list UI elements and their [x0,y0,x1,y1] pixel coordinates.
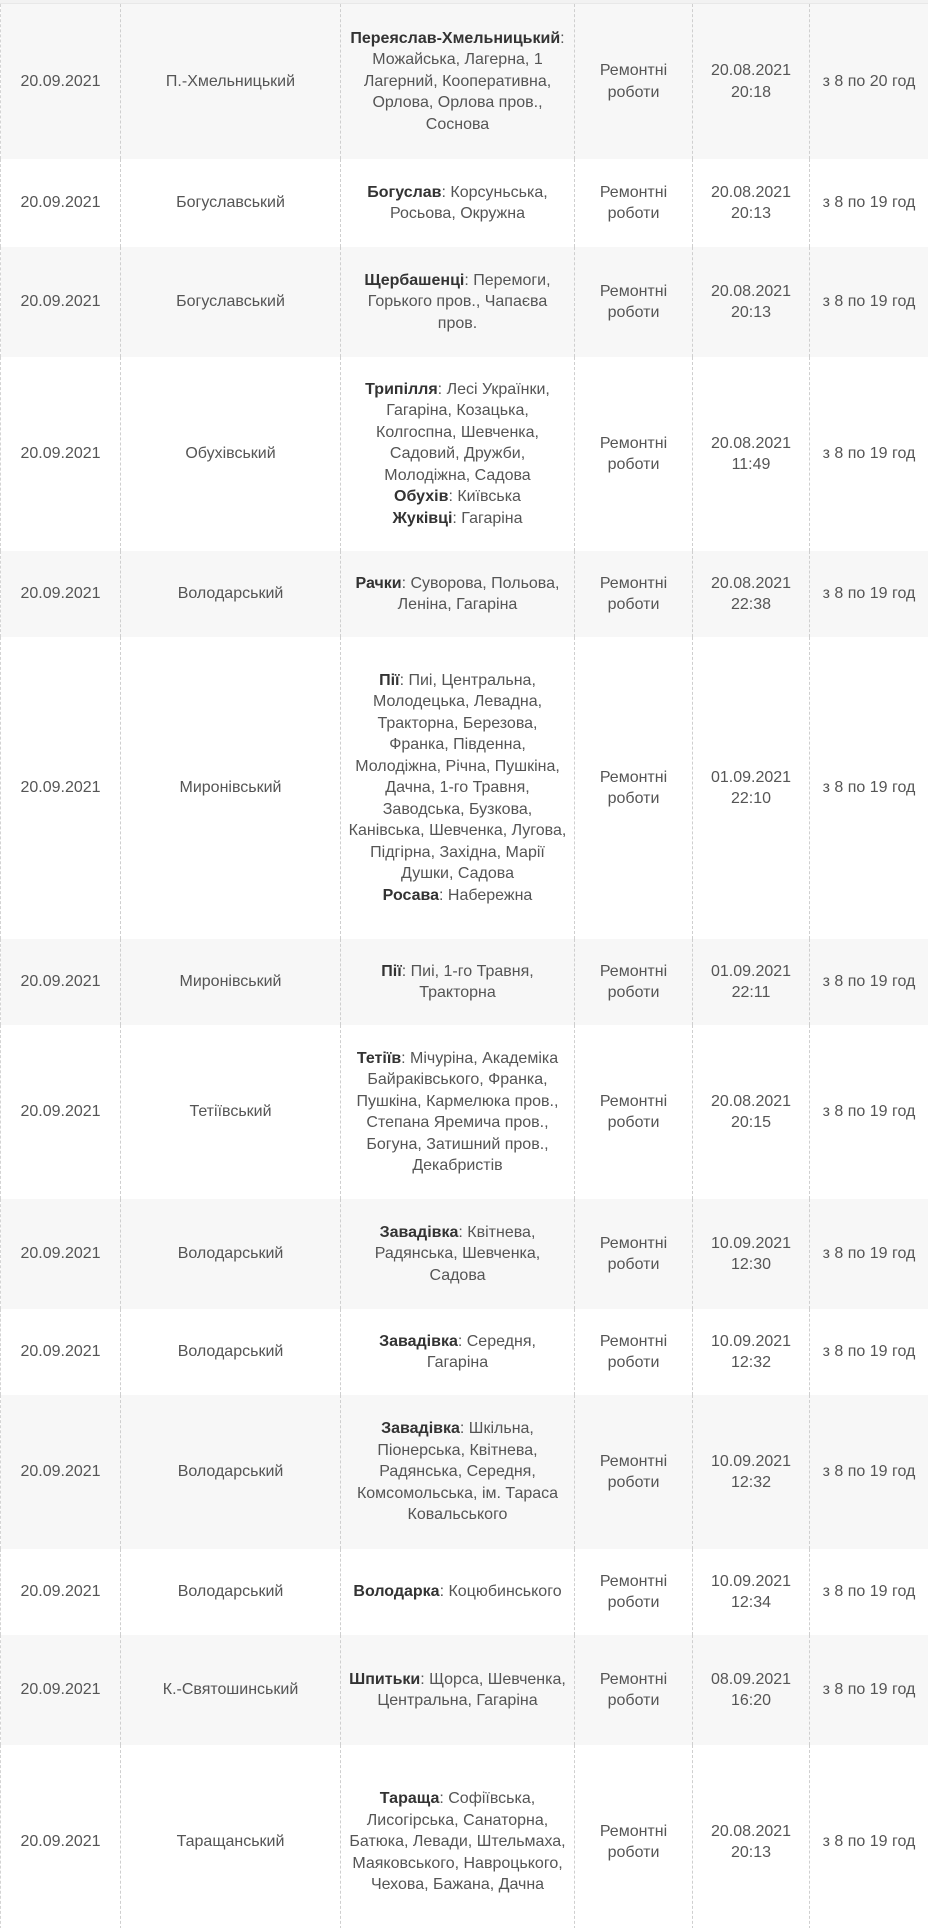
addresses-cell [341,637,575,939]
street-list: Набережна [447,886,533,904]
outage-hours-cell: з 8 по 19 год [810,357,928,551]
created-at-cell [693,247,810,357]
work-type-cell: Ремонтні роботи [575,1745,693,1928]
addresses-cell [341,4,575,159]
district-cell: Обухівський [121,357,341,551]
separator: : [464,271,474,289]
table-row [1,1745,928,1928]
outage-date-cell: 20.09.2021 [1,357,121,551]
street-list: Шкільна, Піонерська, Квітнева, Радянська, Середня, Комсомольська, ім. Тараса Ковальського [356,1420,559,1524]
separator: : [560,29,565,47]
table-row [1,357,928,551]
table-row [1,1025,928,1199]
work-type-cell: Ремонтні роботи [575,159,693,247]
work-type-cell: Ремонтні роботи [575,1395,693,1549]
addresses-cell [341,1199,575,1309]
outage-hours-cell: з 8 по 19 год [810,1745,928,1928]
work-type-cell: Ремонтні роботи [575,4,693,159]
separator: : [401,962,411,980]
district-cell: Володарський [121,1199,341,1309]
outage-date-cell: 20.09.2021 [1,1025,121,1199]
address-entry [347,670,568,885]
created-time: 20:13 [730,304,772,321]
address-entry [347,270,568,335]
address-entry [347,486,568,508]
outage-hours-cell: з 8 по 19 год [810,247,928,357]
street-list: Перемоги, Горького пров., Чапаєва пров. [367,271,551,332]
outage-date-cell: 20.09.2021 [1,551,121,637]
street-list: Корсуньська, Росьова, Окружна [390,183,548,222]
addresses-cell [341,1745,575,1928]
street-list: Суворова, Польова, Леніна, Гагаріна [397,574,560,613]
settlement-name: Пії [379,671,400,689]
addresses-cell [341,1395,575,1549]
settlement-name: Шпитьки [349,1670,421,1688]
address-entry [347,1669,568,1712]
settlement-name: Пії [381,962,402,980]
table-row [1,159,928,247]
settlement-name: Тараща [379,1790,440,1808]
table-row [1,1309,928,1395]
table-row [1,4,928,159]
street-list: Пиі, 1-го Травня, Тракторна [410,962,534,1001]
address-entry [347,885,568,907]
settlement-name: Трипілля [365,380,438,398]
district-cell: Богуславський [121,247,341,357]
created-date: 20.08.2021 [710,574,792,592]
created-date: 10.09.2021 [710,1452,792,1470]
separator: : [399,671,409,689]
created-date: 01.09.2021 [710,768,792,786]
work-type-cell: Ремонтні роботи [575,357,693,551]
separator: : [401,574,411,592]
street-list: Мічуріна, Академіка Байраківського, Франка, Пушкіна, Кармелюка пров., Степана Яремича пров., Богуна, Затишний пров., Декабристів [356,1049,559,1174]
created-date: 20.08.2021 [710,434,792,452]
created-date: 10.09.2021 [710,1572,792,1590]
street-list: Лесі Українки, Гагаріна, Козацька, Колгоспна, Шевченка, Садовий, Дружби, Молодіжна, Садова [376,380,550,484]
settlement-name: Рачки [355,574,402,592]
outage-hours-cell: з 8 по 19 год [810,1025,928,1199]
settlement-name: Завадівка [379,1223,459,1241]
outage-date-cell: 20.09.2021 [1,1745,121,1928]
addresses-cell [341,159,575,247]
street-list: Квітнева, Радянська, Шевченка, Садова [374,1223,541,1284]
district-cell: Володарський [121,551,341,637]
address-entry [347,379,568,487]
separator: : [439,886,448,904]
work-type-cell: Ремонтні роботи [575,1025,693,1199]
separator: : [439,1790,449,1808]
addresses-cell [341,1635,575,1745]
street-list: Можайська, Лагерна, 1 Лагерний, Кооперативна, Орлова, Орлова пров., Соснова [363,51,552,133]
table-row [1,939,928,1025]
settlement-name: Переяслав-Хмельницький [350,29,561,47]
outage-date-cell: 20.09.2021 [1,939,121,1025]
created-time: 20:13 [730,205,772,222]
created-at-cell [693,637,810,939]
separator: : [448,488,458,506]
outage-hours-cell: з 8 по 19 год [810,1549,928,1635]
created-date: 08.09.2021 [710,1670,792,1688]
street-list: Щорса, Шевченка, Центральна, Гагаріна [377,1670,566,1709]
table-row [1,1549,928,1635]
outage-hours-cell: з 8 по 19 год [810,637,928,939]
address-entry [347,573,568,616]
addresses-cell [341,551,575,637]
settlement-name: Щербашенці [364,271,465,289]
district-cell: Миронівський [121,939,341,1025]
work-type-cell: Ремонтні роботи [575,247,693,357]
created-at-cell [693,4,810,159]
created-date: 01.09.2021 [710,962,792,980]
created-time: 16:20 [730,1692,772,1709]
settlement-name: Завадівка [381,1420,460,1438]
created-date: 20.08.2021 [710,282,792,300]
created-at-cell [693,159,810,247]
table-row [1,551,928,637]
settlement-name: Росава [382,886,440,904]
settlement-name: Богуслав [367,183,442,201]
created-time: 22:38 [730,596,772,613]
created-at-cell [693,1309,810,1395]
outage-hours-cell: з 8 по 19 год [810,1395,928,1549]
address-entry [347,28,568,136]
created-at-cell [693,357,810,551]
address-entry [347,1048,568,1177]
created-at-cell [693,1635,810,1745]
outage-date-cell: 20.09.2021 [1,1309,121,1395]
separator: : [457,1332,467,1350]
created-at-cell [693,1395,810,1549]
district-cell: Богуславський [121,159,341,247]
street-list: Гагаріна [461,509,523,527]
district-cell: Володарський [121,1309,341,1395]
created-at-cell [693,1745,810,1928]
outage-hours-cell: з 8 по 19 год [810,1635,928,1745]
outage-date-cell: 20.09.2021 [1,637,121,939]
work-type-cell: Ремонтні роботи [575,1199,693,1309]
created-time: 22:10 [730,790,772,807]
table-body [1,4,928,1928]
district-cell: Тетіївський [121,1025,341,1199]
outage-date-cell: 20.09.2021 [1,1395,121,1549]
address-entry [347,508,568,530]
addresses-cell [341,1309,575,1395]
separator: : [420,1670,430,1688]
created-date: 20.08.2021 [710,1092,792,1110]
created-at-cell [693,1199,810,1309]
outage-hours-cell: з 8 по 19 год [810,1309,928,1395]
work-type-cell: Ремонтні роботи [575,551,693,637]
table-row [1,1395,928,1549]
addresses-cell [341,357,575,551]
outage-hours-cell: з 8 по 20 год [810,4,928,159]
work-type-cell: Ремонтні роботи [575,1309,693,1395]
created-time: 22:11 [731,984,771,1001]
settlement-name: Володарка [353,1583,440,1601]
district-cell: К.-Святошинський [121,1635,341,1745]
outage-date-cell: 20.09.2021 [1,159,121,247]
created-at-cell [693,1025,810,1199]
street-list: Київська [457,488,521,506]
separator: : [439,1583,449,1601]
address-entry [347,1788,568,1896]
street-list: Пиі, Центральна, Молодецька, Левадна, Тракторна, Березова, Франка, Південна, Молодіжна, Річна, Пушкіна, Дачна, 1-го Травня, Заводська, Бузкова, Канівська, Шевченка, Лугова, Підгірна, Західна, Марії Душки, Садова [348,671,567,883]
work-type-cell: Ремонтні роботи [575,1635,693,1745]
addresses-cell [341,247,575,357]
outage-hours-cell: з 8 по 19 год [810,551,928,637]
created-at-cell [693,551,810,637]
address-entry [347,1418,568,1526]
created-date: 20.08.2021 [710,183,792,201]
district-cell: П.-Хмельницький [121,4,341,159]
table-row [1,637,928,939]
addresses-cell [341,939,575,1025]
street-list: Середня, Гагаріна [426,1332,536,1371]
district-cell: Володарський [121,1549,341,1635]
district-cell: Володарський [121,1395,341,1549]
district-cell: Миронівський [121,637,341,939]
settlement-name: Обухів [394,488,449,506]
created-at-cell [693,939,810,1025]
created-time: 20:13 [730,1844,772,1861]
outage-date-cell: 20.09.2021 [1,1199,121,1309]
table-row [1,247,928,357]
outage-date-cell: 20.09.2021 [1,1549,121,1635]
created-at-cell [693,1549,810,1635]
outage-hours-cell: з 8 по 19 год [810,939,928,1025]
created-time: 12:30 [730,1256,772,1273]
work-type-cell: Ремонтні роботи [575,637,693,939]
table-row [1,1199,928,1309]
address-entry [347,1581,568,1603]
outage-date-cell: 20.09.2021 [1,4,121,159]
work-type-cell: Ремонтні роботи [575,1549,693,1635]
separator: : [458,1223,468,1241]
created-time: 12:32 [730,1474,772,1491]
street-list: Софіївська, Лисогірська, Санаторна, Батюка, Левади, Штельмаха, Маяковського, Навроцького, Чехова, Бажана, Дачна [349,1790,566,1894]
address-entry [347,182,568,225]
outage-hours-cell: з 8 по 19 год [810,1199,928,1309]
created-date: 10.09.2021 [710,1332,792,1350]
outage-hours-cell: з 8 по 19 год [810,159,928,247]
address-entry [347,1222,568,1287]
created-date: 10.09.2021 [710,1234,792,1252]
settlement-name: Завадівка [379,1332,458,1350]
settlement-name: Тетіїв [356,1049,402,1067]
created-time: 20:15 [730,1114,772,1131]
work-type-cell: Ремонтні роботи [575,939,693,1025]
outage-date-cell: 20.09.2021 [1,1635,121,1745]
separator: : [437,380,447,398]
created-time: 20:18 [730,83,772,101]
street-list: Коцюбинського [448,1583,562,1601]
separator: : [441,183,451,201]
separator: : [459,1420,469,1438]
outage-date-cell: 20.09.2021 [1,247,121,357]
addresses-cell [341,1549,575,1635]
created-time: 12:34 [730,1594,772,1611]
power-outage-schedule-table [0,4,928,1928]
separator: : [401,1049,411,1067]
created-date: 20.08.2021 [710,62,792,79]
settlement-name: Жуківці [392,509,453,527]
created-time: 11:49 [731,456,771,473]
address-entry [347,1331,568,1374]
separator: : [452,509,462,527]
address-entry [347,961,568,1004]
created-time: 12:32 [730,1354,772,1371]
district-cell: Таращанський [121,1745,341,1928]
created-date: 20.08.2021 [710,1822,792,1840]
table-row [1,1635,928,1745]
addresses-cell [341,1025,575,1199]
